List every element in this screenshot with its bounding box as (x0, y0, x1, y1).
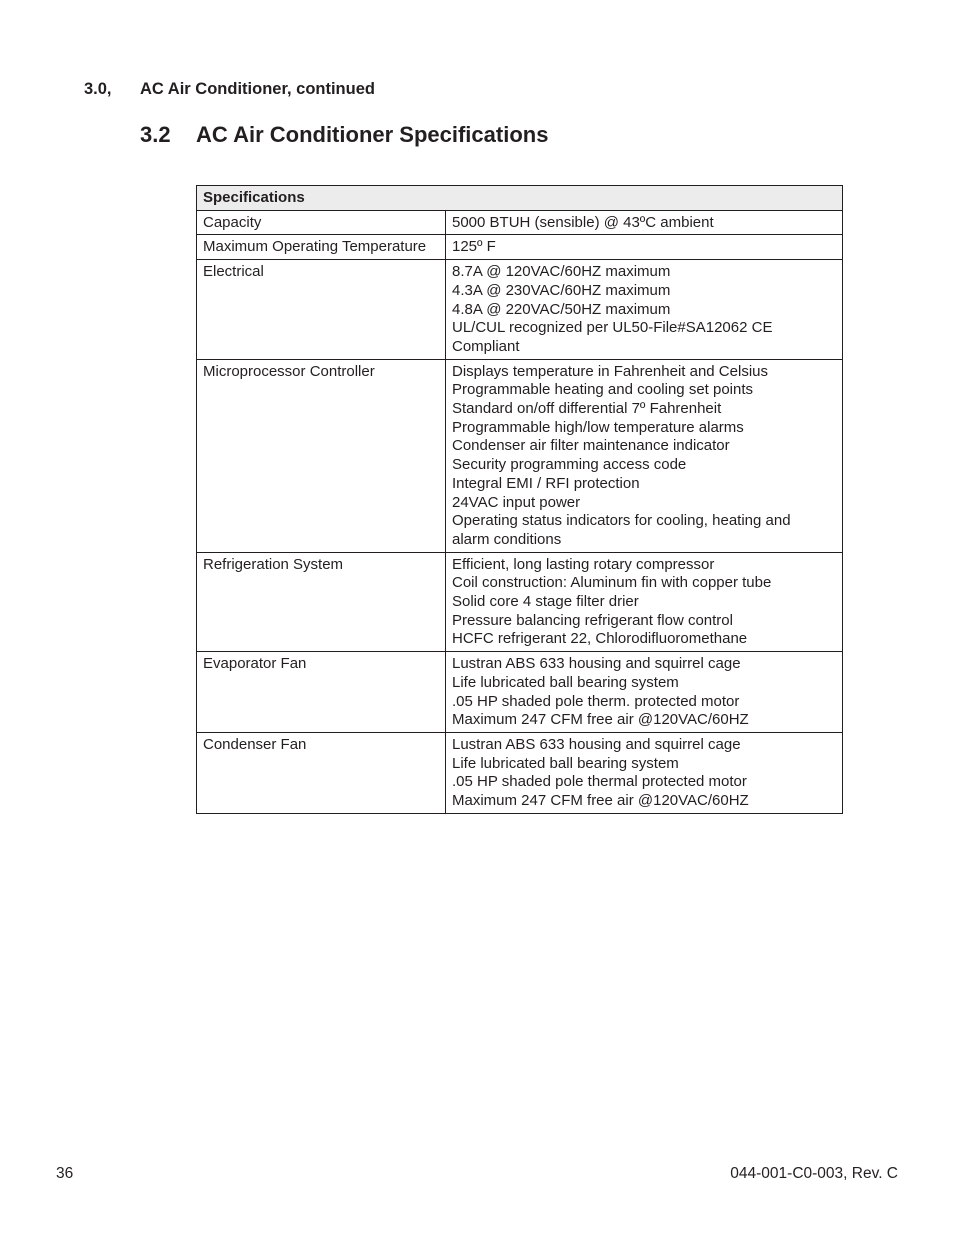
spec-value-line: Efficient, long lasting rotary compressor (452, 555, 715, 573)
spec-value-line: Displays temperature in Fahrenheit and Celsius (452, 362, 768, 380)
table-header: Specifications (197, 186, 843, 211)
section-title: AC Air Conditioner, continued (140, 80, 375, 98)
spec-value-line: Life lubricated ball bearing system (452, 754, 679, 772)
spec-value-line: 4.8A @ 220VAC/50HZ maximum (452, 300, 671, 318)
table-body (197, 210, 843, 813)
spec-value-line: Security programming access code (452, 456, 687, 474)
spec-value-line: .05 HP shaded pole thermal protected motor (452, 773, 747, 791)
spec-label: Capacity (197, 210, 446, 235)
spec-value-line: Compliant (452, 337, 520, 355)
table-row (197, 552, 843, 652)
table-row (197, 359, 843, 552)
table-row (197, 652, 843, 733)
spec-value-line: 24VAC input power (452, 493, 581, 511)
spec-value-line: Operating status indicators for cooling, heating and (452, 512, 791, 530)
spec-value-line: 8.7A @ 120VAC/60HZ maximum (452, 263, 671, 281)
spec-label: Electrical (197, 260, 446, 360)
spec-label: Condenser Fan (197, 732, 446, 813)
section-number: 3.0, (84, 80, 112, 98)
spec-value (446, 652, 843, 733)
spec-value-line: .05 HP shaded pole therm. protected motor (452, 692, 740, 710)
spec-value (446, 260, 843, 360)
spec-value-line: Condenser air filter maintenance indicator (452, 437, 730, 455)
spec-value-line: Lustran ABS 633 housing and squirrel cage (452, 655, 741, 673)
spec-value-line: alarm conditions (452, 530, 562, 548)
page-title (140, 122, 548, 148)
table-row (197, 732, 843, 813)
page-title-text: AC Air Conditioner Specifications (196, 122, 549, 147)
table-row (197, 210, 843, 235)
page-number: 36 (56, 1165, 74, 1182)
spec-value-line: Programmable high/low temperature alarms (452, 418, 744, 436)
spec-value-line: Coil construction: Aluminum fin with copper tube (452, 574, 772, 592)
table-row (197, 260, 843, 360)
spec-label: Maximum Operating Temperature (197, 235, 446, 260)
spec-value-line: Integral EMI / RFI protection (452, 474, 640, 492)
spec-label: Microprocessor Controller (197, 359, 446, 552)
spec-value-line: Solid core 4 stage filter drier (452, 593, 639, 611)
spec-value (446, 210, 843, 235)
section-header (84, 80, 375, 99)
specifications-table (196, 185, 843, 814)
document-id: 044-001-C0-003, Rev. C (730, 1165, 898, 1182)
spec-value (446, 552, 843, 652)
spec-value-line: Lustran ABS 633 housing and squirrel cage (452, 735, 741, 753)
table-row (197, 235, 843, 260)
spec-value (446, 359, 843, 552)
spec-value-line: Life lubricated ball bearing system (452, 673, 679, 691)
spec-value-line: Maximum 247 CFM free air @120VAC/60HZ (452, 792, 749, 810)
spec-value-line: Maximum 247 CFM free air @120VAC/60HZ (452, 711, 749, 729)
spec-value-line: Pressure balancing refrigerant flow control (452, 611, 733, 629)
spec-value-line: UL/CUL recognized per UL50-File#SA12062 CE (452, 319, 773, 337)
spec-value-line: 125º F (452, 238, 496, 256)
spec-value-line: 4.3A @ 230VAC/60HZ maximum (452, 281, 671, 299)
spec-value-line: Standard on/off differential 7º Fahrenheit (452, 400, 722, 418)
spec-label: Evaporator Fan (197, 652, 446, 733)
spec-label: Refrigeration System (197, 552, 446, 652)
spec-value (446, 732, 843, 813)
spec-value (446, 235, 843, 260)
page-title-number: 3.2 (140, 122, 171, 147)
spec-value-line: 5000 BTUH (sensible) @ 43ºC ambient (452, 213, 714, 231)
table-header-row (197, 186, 843, 211)
spec-value-line: Programmable heating and cooling set points (452, 381, 754, 399)
spec-value-line: HCFC refrigerant 22, Chlorodifluoromethane (452, 630, 748, 648)
